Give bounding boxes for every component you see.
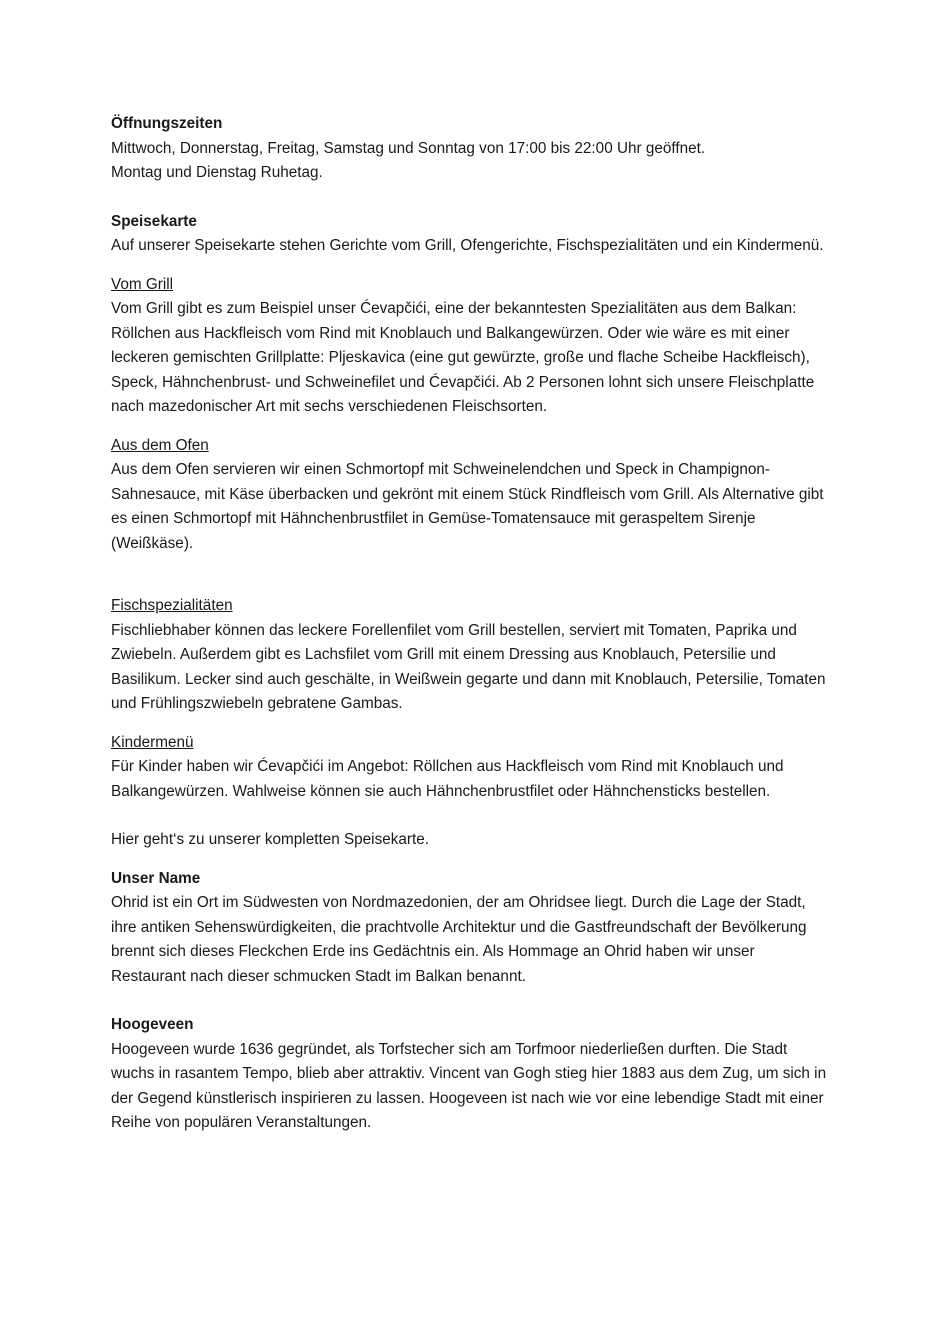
hoogeveen-text: Hoogeveen wurde 1636 gegründet, als Torfstecher sich am Torfmoor niederließen durften. Die Stadt wuchs in rasantem Tempo, blieb aber attraktiv. Vincent van Gogh stieg hier 1883 aus dem Zug, um sich in der Gegend künstlerisch inspirieren zu lassen. Hoogeveen ist nach wie vor eine lebendige Stadt mit einer Reihe von populären Veranstaltungen. [111, 1040, 827, 1131]
oven-text: Aus dem Ofen servieren wir einen Schmortopf mit Schweinelendchen und Speck in Champignon-Sahnesauce, mit Käse überbacken und gekrönt mit einem Stück Rindfleisch vom Grill. Als Alternative gibt es einen Schmortopf mit Hähnchenbrustfilet in Gemüse-Tomatensauce mit geraspeltem Sirenje (Weißkäse). [111, 461, 824, 552]
spacer [111, 556, 831, 594]
hoogeveen-heading: Hoogeveen [111, 1016, 194, 1033]
kids-subheading: Kindermenü [111, 733, 194, 751]
spacer [111, 717, 831, 731]
spacer [111, 804, 831, 828]
spacer [111, 186, 831, 210]
full-menu-link[interactable]: Hier geht‘s zu unserer kompletten Speisekarte. [111, 831, 429, 848]
name-text: Ohrid ist ein Ort im Südwesten von Nordmazedonien, der am Ohridsee liegt. Durch die Lage der Stadt, ihre antiken Sehenswürdigkeiten, die prachtvolle Architektur und die Gastfreundschaft der Bevölkerung brennt sich dieses Fleckchen Erde ins Gedächtnis ein. Als Hommage an Ohrid haben wir unser Restaurant nach dieser schmucken Stadt im Balkan benannt. [111, 894, 807, 985]
hours-line-closed: Montag und Dienstag Ruhetag. [111, 164, 323, 181]
kids-text: Für Kinder haben wir Ćevapčići im Angebot: Röllchen aus Hackfleisch vom Rind mit Knoblauch und Balkangewürzen. Wahlweise können sie auch Hähnchenbrustfilet oder Hähnchensticks bestellen. [111, 758, 784, 800]
spacer [111, 989, 831, 1013]
menu-intro: Auf unserer Speisekarte stehen Gerichte vom Grill, Ofengerichte, Fischspezialitäten und ein Kindermenü. [111, 237, 824, 254]
grill-subheading: Vom Grill [111, 275, 174, 293]
spacer [111, 259, 831, 273]
menu-heading: Speisekarte [111, 212, 197, 230]
grill-text: Vom Grill gibt es zum Beispiel unser Ćevapčići, eine der bekanntesten Spezialitäten aus dem Balkan: Röllchen aus Hackfleisch vom Rind mit Knoblauch und Balkangewürzen. Oder wie wäre es mit einer leckeren gemischten Grillplatte: Pljeskavica (eine gut gewürzte, große und flache Scheibe Hackfleisch), Speck, Hähnchenbrust- und Schweinefilet und Ćevapčići. Ab 2 Personen lohnt sich unsere Fleischplatte nach mazedonischer Art mit sechs verschiedenen Fleischsorten. [111, 300, 815, 415]
spacer [111, 420, 831, 434]
hours-heading: Öffnungszeiten [111, 115, 223, 132]
oven-subheading: Aus dem Ofen [111, 436, 209, 454]
document-page [111, 112, 831, 1136]
spacer [111, 853, 831, 867]
fish-subheading: Fischspezialitäten [111, 597, 233, 614]
hours-line-open: Mittwoch, Donnerstag, Freitag, Samstag und Sonntag von 17:00 bis 22:00 Uhr geöffnet. [111, 139, 706, 157]
name-heading: Unser Name [111, 869, 201, 887]
fish-text: Fischliebhaber können das leckere Forellenfilet vom Grill bestellen, serviert mit Tomaten, Paprika und Zwiebeln. Außerdem gibt es Lachsfilet vom Grill mit einem Dressing aus Knoblauch, Petersilie und Basilikum. Lecker sind auch geschälte, in Weißwein gegarte und dann mit Knoblauch, Petersilie, Tomaten und Frühlingszwiebeln gebratene Gambas. [111, 621, 826, 712]
